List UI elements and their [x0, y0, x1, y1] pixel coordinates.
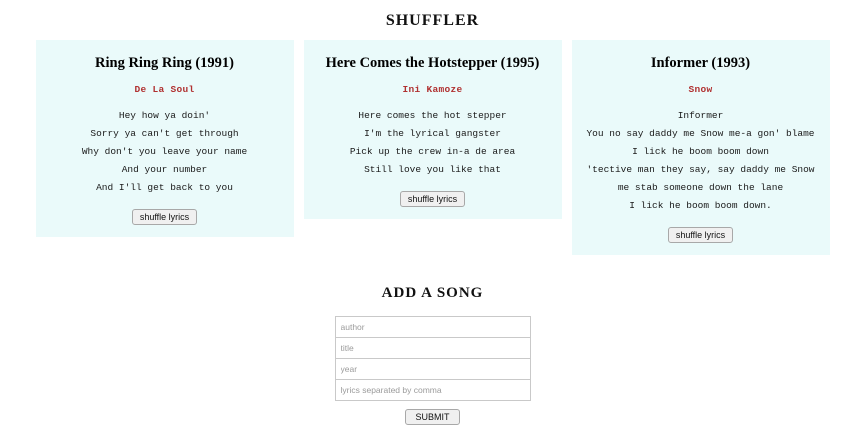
song-card: [572, 40, 830, 255]
lyric-line: You no say daddy me Snow me-a gon' blame: [586, 128, 815, 139]
song-title: Here Comes the Hotstepper (1995): [325, 55, 540, 71]
page-title: SHUFFLER: [385, 12, 480, 29]
song-author: De La Soul: [134, 84, 195, 95]
song-title: Informer (1993): [650, 55, 751, 71]
song-card: [36, 40, 294, 237]
shuffle-lyrics-button[interactable]: shuffle lyrics: [400, 191, 465, 207]
add-song-title: ADD A SONG: [381, 285, 484, 301]
shuffle-lyrics-button[interactable]: shuffle lyrics: [132, 209, 197, 225]
add-song-form: [335, 316, 531, 425]
song-author: Ini Kamoze: [402, 84, 463, 95]
lyric-line: I'm the lyrical gangster: [364, 128, 501, 139]
lyric-line: I lick he boom boom down.: [629, 200, 772, 211]
lyric-line: And your number: [121, 164, 208, 175]
lyric-line: Here comes the hot stepper: [358, 110, 507, 121]
year-field[interactable]: [335, 358, 531, 379]
lyric-line: I lick he boom boom down: [632, 146, 769, 157]
lyric-line: And I'll get back to you: [96, 182, 233, 193]
lyric-line: Pick up the crew in-a de area: [349, 146, 516, 157]
lyric-line: Still love you like that: [364, 164, 501, 175]
submit-button[interactable]: SUBMIT: [405, 409, 459, 425]
lyric-line: Why don't you leave your name: [81, 146, 248, 157]
app-root: [0, 12, 865, 425]
shuffle-lyrics-button[interactable]: shuffle lyrics: [668, 227, 733, 243]
song-title: Ring Ring Ring (1991): [95, 55, 234, 71]
author-field[interactable]: [335, 316, 531, 337]
song-card-list: [0, 40, 865, 255]
song-card: [304, 40, 562, 219]
lyric-line: 'tective man they say, say daddy me Snow me stab someone down the lane: [586, 164, 815, 193]
lyrics-field[interactable]: [335, 379, 531, 401]
lyric-line: Sorry ya can't get through: [90, 128, 239, 139]
lyric-line: Hey how ya doin': [118, 110, 211, 121]
lyric-line: Informer: [677, 110, 724, 121]
song-author: Snow: [688, 84, 713, 95]
submit-row: [335, 407, 531, 425]
title-field[interactable]: [335, 337, 531, 358]
